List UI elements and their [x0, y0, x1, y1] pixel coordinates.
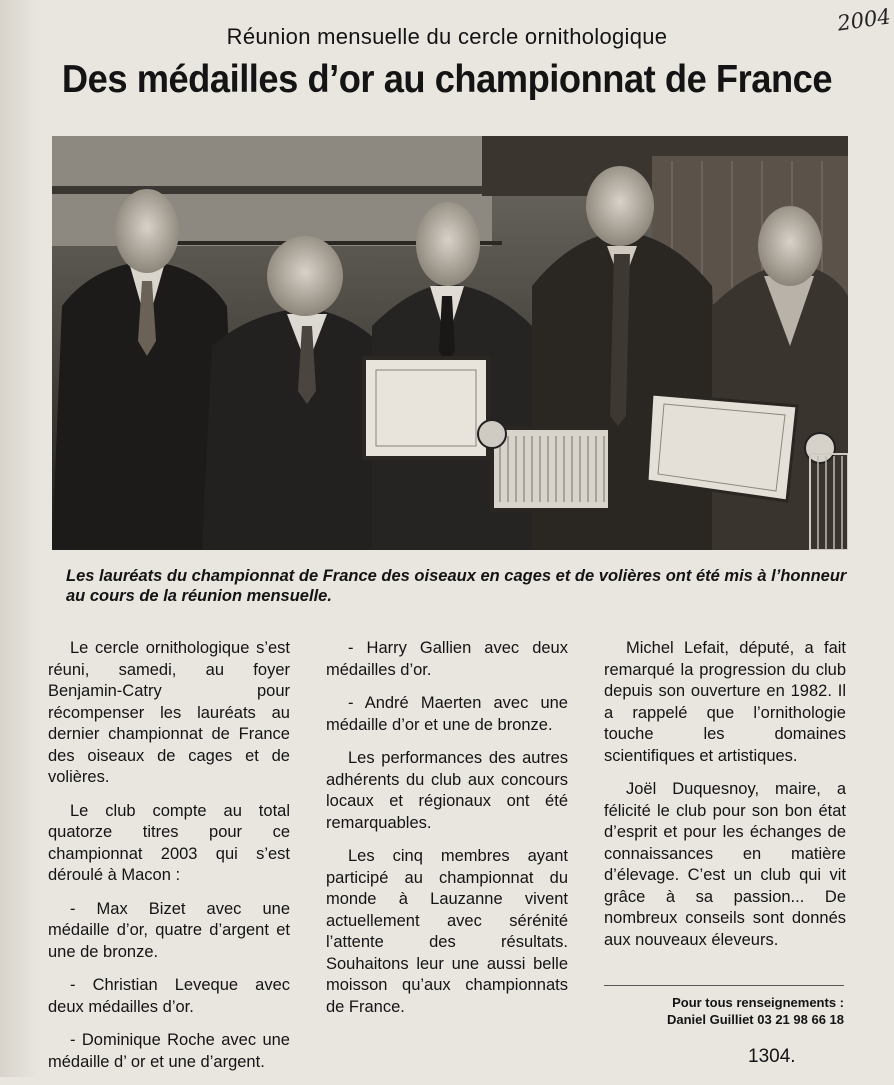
article-column-1 — [48, 638, 290, 1085]
column-1-paragraph: Le club compte au total quatorze titres pour ce championnat 2003 qui s’est déroulé à Macon : — [48, 801, 290, 884]
photo-caption: Les lauréats du championnat de France des oiseaux en cages et de volières ont été mis à l’honneur au cours de la réunion mensuelle. — [66, 567, 847, 605]
group-photo-icon — [52, 136, 848, 550]
column-2-paragraph: - André Maerten avec une médaille d’or et une de bronze. — [326, 694, 568, 734]
contact-divider — [604, 985, 844, 986]
article-kicker: Réunion mensuelle du cercle ornithologique — [226, 24, 668, 49]
article-column-3 — [604, 638, 846, 963]
contact-line-1: Pour tous renseignements : — [672, 995, 844, 1010]
column-1-paragraph: - Christian Leveque avec deux médailles d’or. — [48, 976, 290, 1016]
contact-line-2: Daniel Guilliet 03 21 98 66 18 — [666, 1012, 844, 1027]
handwritten-year: 2004 — [835, 4, 893, 36]
article-headline: Des médailles d’or au championnat de France — [61, 58, 833, 101]
contact-block — [600, 994, 844, 1028]
page-number: 1304. — [748, 1046, 796, 1067]
column-2-paragraph: - Harry Gallien avec deux médailles d’or. — [326, 639, 568, 679]
column-3-paragraph: Michel Lefait, député, a fait remarqué la progression du club depuis son ouverture en 1982. Il a rappelé que l’ornithologie touche les domaines scientifiques et artistiques. — [604, 639, 846, 765]
column-3-paragraph: Joël Duquesnoy, maire, a félicité le club pour son bon état d’esprit et pour les échanges de connaissances en matière d’élevage. C’est un club qui vit grâce à sa passion... De nombreux conseils sont donnés aux nouveaux éleveurs. — [604, 780, 846, 949]
column-1-paragraph: - Max Bizet avec une médaille d’or, quatre d’argent et une de bronze. — [48, 899, 290, 961]
column-1-paragraph: Le cercle ornithologique s’est réuni, samedi, au foyer Benjamin-Catry pour récompenser les lauréats au dernier championnat de France des oiseaux de cages et de volières. — [48, 639, 290, 786]
scan-edge-shadow — [0, 0, 40, 1077]
article-column-2 — [326, 638, 568, 1030]
column-2-paragraph: Les cinq membres ayant participé au championnat du monde à Lauzanne vivent actuellement avec sérénité l’attente des résultats. Souhaitons leur une aussi belle moisson qu’aux championnats de France. — [326, 847, 568, 1016]
column-2-paragraph: Les performances des autres adhérents du club aux concours locaux et régionaux ont été remarquables. — [326, 749, 568, 832]
column-1-paragraph: - Dominique Roche avec une médaille d’ or et une d’argent. — [48, 1031, 290, 1071]
article-photo — [52, 136, 848, 550]
